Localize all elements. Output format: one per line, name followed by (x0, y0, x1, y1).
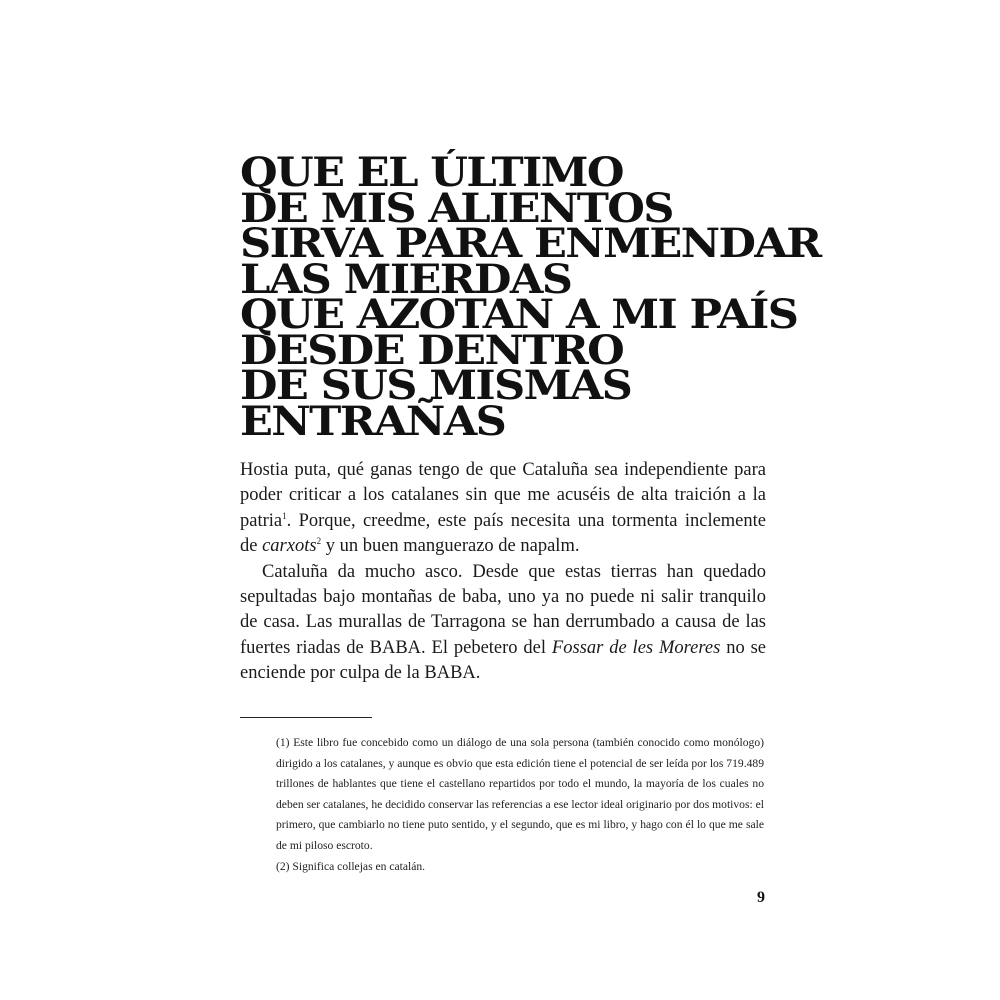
title-line: ENTRAÑAS (240, 397, 506, 445)
footnote-separator (240, 717, 372, 718)
italic-phrase-fossar: Fossar de les Moreres (551, 637, 721, 658)
title-line: DE MIS ALIENTOS (240, 184, 673, 232)
title-line: DESDE DENTRO (240, 326, 624, 374)
title-line: QUE EL ÚLTIMO (240, 149, 623, 196)
italic-word-carxots: carxots (262, 536, 317, 557)
title-line: DE SUS MISMAS (240, 362, 632, 409)
title-line: SIRVA PARA ENMENDAR (240, 220, 821, 267)
body-text (240, 458, 766, 687)
footnote-2: (2) Significa collejas en catalán. (276, 859, 426, 873)
footnote-1: (1) Este libro fue concebido como un diálogo de una sola persona (también conocido como monólogo) dirigido a los catalanes, y aunque es obvio que esta edición tiene el potencial de ser leída por los 719.489 trillones de hablantes que tiene el castellano repartidos por todo el mundo, la mayoría de los cuales no deben ser catalanes, he decidido conservar las referencias a ese lector ideal originario por dos motivos: el primero, que cambiarlo no tiene puto sentido, y el segundo, que es mi libro, y hago con él lo que me sale de mi piloso escroto. (276, 736, 764, 852)
paragraph-2-text-b: no se enciende por culpa de la BABA. (240, 637, 766, 684)
paragraph-2 (240, 560, 766, 687)
page-number: 9 (757, 889, 765, 906)
footnotes (276, 733, 764, 877)
paragraph-1 (240, 458, 766, 560)
footnote-ref-2: 2 (316, 536, 322, 547)
paragraph-1-text-c: y un buen manguerazo de napalm. (321, 536, 580, 557)
paragraph-2-text-a: Cataluña da mucho asco. Desde que estas tierras han quedado sepultadas bajo montañas de baba, uno ya no puede ni salir tranquilo de casa. Las murallas de Tarragona se han derrumbado a causa de las fuertes riadas de BABA. El pebetero del (240, 561, 766, 658)
footnote-ref-1: 1 (282, 510, 287, 521)
chapter-title (240, 149, 845, 445)
title-line: QUE AZOTAN A MI PAÍS (240, 291, 798, 338)
paragraph-1-text-b: . Porque, creedme, este país necesita una tormenta inclemente de (240, 510, 766, 557)
title-line: LAS MIERDAS (240, 255, 572, 303)
paragraph-1-text-a: Hostia puta, qué ganas tengo de que Cataluña sea independiente para poder criticar a los catalanes sin que me acuséis de alta traición a la patria (240, 460, 766, 531)
